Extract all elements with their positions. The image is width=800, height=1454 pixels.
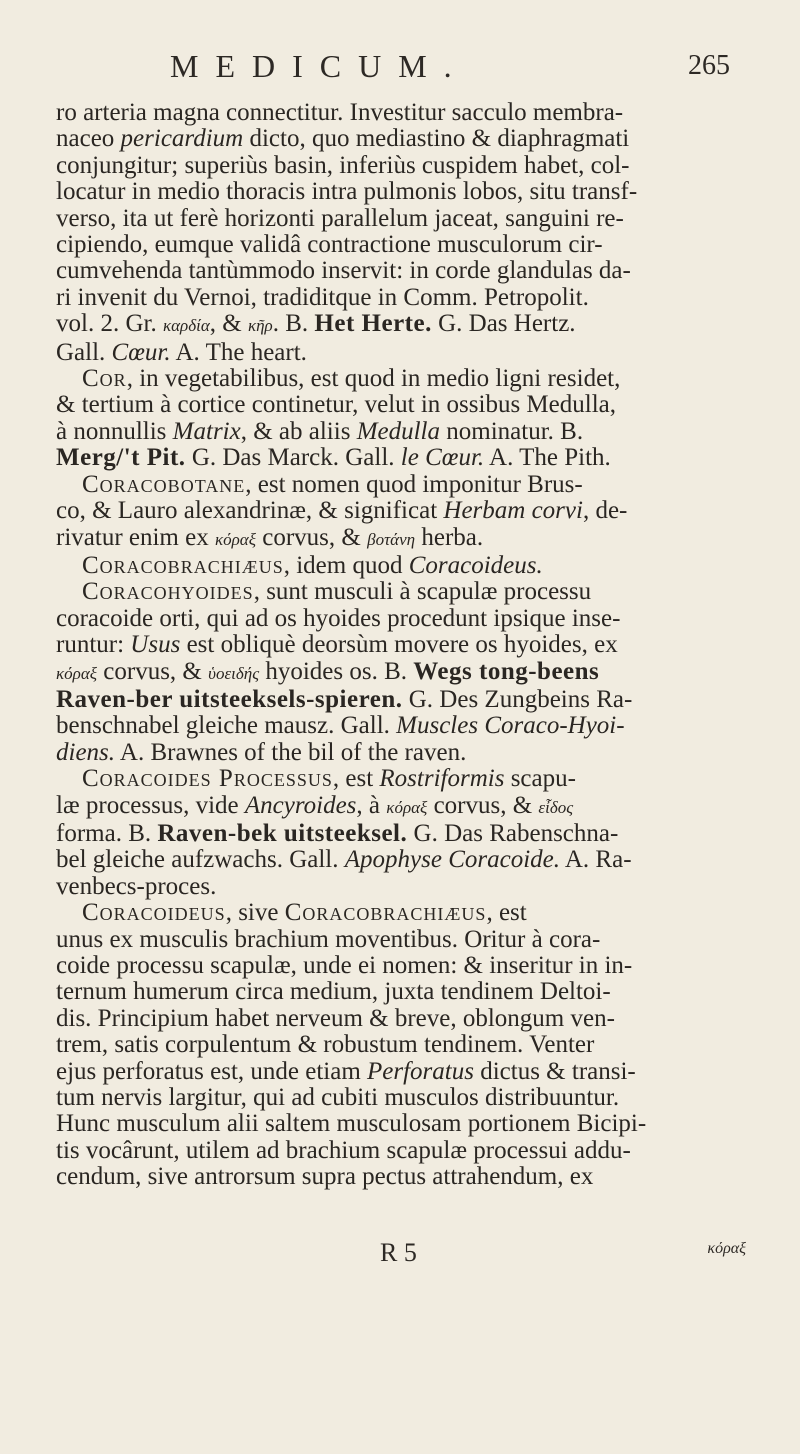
text-it: Usus: [130, 631, 181, 659]
body-text: [56, 100, 746, 1191]
text-it: Coracoideus.: [408, 551, 543, 579]
text-line: [56, 687, 746, 713]
text-it: Apophyse Coracoide.: [344, 846, 560, 874]
text-gr: κόραξ: [386, 797, 428, 817]
text-run: , à: [356, 791, 387, 819]
text-run: hyoides os. B.: [259, 657, 414, 685]
text-it: Perforatus: [367, 1057, 474, 1085]
text-run: à nonnullis: [56, 417, 173, 445]
text-run: verso, ita ut ferè horizonti parallelum jaceat, sanguini re-: [56, 204, 624, 232]
text-gr: κόραξ: [56, 663, 98, 683]
text-line: [56, 1059, 746, 1085]
text-gr: κῆρ: [247, 316, 273, 336]
signature-mark: R 5: [380, 1238, 417, 1267]
text-run: tum nervis largitur, qui ad cubiti musculos distribuuntur.: [56, 1084, 620, 1112]
text-run: scapu-: [504, 765, 576, 793]
text-line: [56, 1032, 746, 1058]
text-it: le Cœur.: [400, 444, 485, 472]
text-run: A. The Pith.: [484, 444, 611, 472]
text-it: pericardium: [120, 125, 244, 153]
text-sc: Coracohyoides: [82, 578, 254, 606]
text-line: [56, 311, 746, 339]
text-run: conjungitur; superiùs basin, inferiùs cuspidem habet, col-: [56, 151, 630, 179]
text-run: trem, satis corpulentum & robustum tendinem. Venter: [56, 1031, 595, 1059]
text-run: coide processu scapulæ, unde ei nomen: & inseritur in in-: [56, 952, 633, 979]
text-fr: Wegs tong-beens: [413, 657, 600, 685]
text-run: unus ex musculis brachium moventibus. Oritur à cora-: [56, 925, 601, 953]
text-line: [56, 766, 746, 792]
text-line: [56, 366, 746, 392]
text-run: cendum, sive antrorsum supra pectus attrahendum, ex: [56, 1163, 594, 1191]
text-it: Herbam corvi: [443, 497, 583, 525]
text-gr: ὑοειδής: [208, 663, 260, 683]
text-run: . B.: [272, 310, 315, 338]
page-footer: [0, 1238, 800, 1268]
text-line: [56, 1006, 746, 1032]
text-line: [56, 340, 746, 366]
text-run: , est: [486, 899, 527, 927]
text-line: [56, 579, 746, 605]
text-run: G. Des Zungbeins Ra-: [402, 685, 633, 713]
text-run: nominatur. B.: [440, 417, 584, 445]
text-sc: Coracoides Processus: [82, 765, 333, 793]
text-run: venbecs-proces.: [56, 872, 217, 900]
text-line: [56, 472, 746, 498]
running-title: MEDICUM.: [170, 48, 469, 84]
text-run: , sunt musculi à scapulæ processu: [253, 578, 592, 606]
text-run: co, & Lauro alexandrinæ, & significat: [56, 497, 444, 525]
text-gr: καρδία: [162, 316, 210, 336]
text-run: dis. Principium habet nerveum & breve, oblongum ven-: [56, 1004, 615, 1032]
text-line: [56, 419, 746, 445]
text-gr: κόραξ: [214, 529, 257, 549]
text-run: , & ab aliis: [240, 417, 357, 445]
text-run: rivatur enim ex: [56, 523, 215, 551]
text-run: corvus, &: [256, 523, 368, 551]
text-run: vol. 2. Gr.: [56, 310, 163, 338]
text-line: [56, 847, 746, 873]
text-gr: εἶδος: [538, 797, 574, 817]
text-line: [56, 632, 746, 658]
text-line: [56, 874, 746, 900]
text-it: Rostriformis: [379, 765, 505, 793]
text-run: forma. B.: [56, 819, 158, 847]
text-run: Hunc musculum alii saltem musculosam portionem Bicipi-: [56, 1110, 647, 1138]
text-line: [56, 1111, 746, 1137]
text-fr: Raven-ber uitsteeksels-spieren.: [56, 685, 403, 713]
text-run: benschnabel gleiche mausz. Gall.: [56, 712, 397, 740]
page-number: 265: [688, 50, 730, 81]
text-line: [56, 1138, 746, 1164]
text-line: [56, 553, 746, 579]
text-run: herba.: [415, 523, 484, 551]
text-line: [56, 153, 746, 179]
text-run: ri invenit du Vernoi, tradiditque in Comm. Petropolit.: [56, 283, 589, 311]
text-it: Matrix: [172, 417, 241, 445]
text-run: dicto, quo mediastino & diaphragmati: [243, 125, 630, 153]
text-sc: Coracobotane: [82, 470, 246, 498]
text-run: , sive: [225, 899, 285, 927]
text-line: [56, 498, 746, 524]
page-header: [0, 48, 800, 96]
text-run: naceo: [56, 125, 121, 153]
text-run: corvus, &: [97, 657, 209, 685]
text-run: , idem quod: [283, 551, 409, 579]
text-run: , de-: [582, 497, 628, 525]
text-gr: βοτάνη: [367, 529, 416, 549]
text-line: [56, 100, 746, 126]
text-run: G. Das Marck. Gall.: [185, 444, 401, 472]
text-line: [56, 206, 746, 232]
text-run: cumvehenda tantùmmodo inservit: in corde glandulas da-: [56, 257, 631, 285]
text-line: [56, 258, 746, 284]
text-it: Cœur.: [111, 338, 171, 366]
text-line: [56, 713, 746, 739]
catchword: κόραξ: [707, 1240, 746, 1257]
text-it: Ancyroides: [244, 791, 357, 819]
text-line: [56, 979, 746, 1005]
text-run: A. Ra-: [560, 846, 632, 874]
text-line: [56, 445, 746, 471]
text-line: [56, 793, 746, 821]
text-line: [56, 740, 746, 766]
text-run: coracoide orti, qui ad os hyoides procedunt ipsique inse-: [56, 604, 621, 632]
text-line: [56, 900, 746, 926]
text-run: , est: [332, 765, 380, 793]
text-run: tis vocârunt, utilem ad brachium scapulæ processui addu-: [56, 1136, 631, 1164]
text-line: [56, 1164, 746, 1190]
text-line: [56, 392, 746, 418]
text-run: runtur:: [56, 631, 131, 659]
text-line: [56, 606, 746, 632]
text-line: [56, 1085, 746, 1111]
text-it: Medulla: [356, 417, 441, 445]
text-run: & tertium à cortice continetur, velut in ossibus Medulla,: [56, 391, 616, 419]
text-line: [56, 821, 746, 847]
text-fr: Raven-bek uitsteeksel.: [157, 819, 408, 847]
text-run: locatur in medio thoracis intra pulmonis lobos, situ transf-: [56, 178, 638, 206]
text-run: , &: [209, 310, 248, 338]
text-sc: Cor: [82, 365, 127, 393]
text-run: bel gleiche aufzwachs. Gall.: [56, 846, 345, 874]
text-run: ejus perforatus est, unde etiam: [56, 1057, 368, 1085]
text-line: [56, 285, 746, 311]
text-run: ro arteria magna connectitur. Investitur sacculo membra-: [56, 99, 624, 126]
text-run: A. Brawnes of the bil of the raven.: [115, 738, 467, 766]
text-run: G. Das Rabenschna-: [407, 819, 619, 847]
text-run: corvus, &: [427, 791, 539, 819]
text-run: G. Das Hertz.: [431, 310, 576, 338]
text-sc: Coracoideus: [82, 899, 226, 927]
text-run: ternum humerum circa medium, juxta tendinem Deltoi-: [56, 978, 611, 1006]
text-line: [56, 659, 746, 687]
text-fr: Merg/'t Pit.: [56, 444, 186, 472]
text-run: Gall.: [56, 338, 112, 366]
text-run: dictus & transi-: [473, 1057, 636, 1085]
text-line: [56, 953, 746, 979]
text-sc: Coracobrachiæus: [284, 899, 487, 927]
text-it: Muscles Coraco-Hyoi-: [396, 712, 625, 740]
text-run: læ processus, vide: [56, 791, 245, 819]
text-line: [56, 232, 746, 258]
text-line: [56, 525, 746, 553]
text-line: [56, 126, 746, 152]
text-run: est obliquè deorsùm movere os hyoides, ex: [180, 631, 618, 659]
text-run: , est nomen quod imponitur Brus-: [245, 470, 583, 498]
text-run: A. The heart.: [170, 338, 307, 366]
text-sc: Coracobrachiæus: [82, 551, 284, 579]
text-it: diens.: [56, 738, 116, 766]
text-run: cipiendo, eumque validâ contractione musculorum cir-: [56, 231, 603, 259]
text-line: [56, 179, 746, 205]
text-fr: Het Herte.: [314, 310, 432, 338]
text-run: , in vegetabilibus, est quod in medio ligni residet,: [126, 365, 621, 393]
text-line: [56, 927, 746, 953]
